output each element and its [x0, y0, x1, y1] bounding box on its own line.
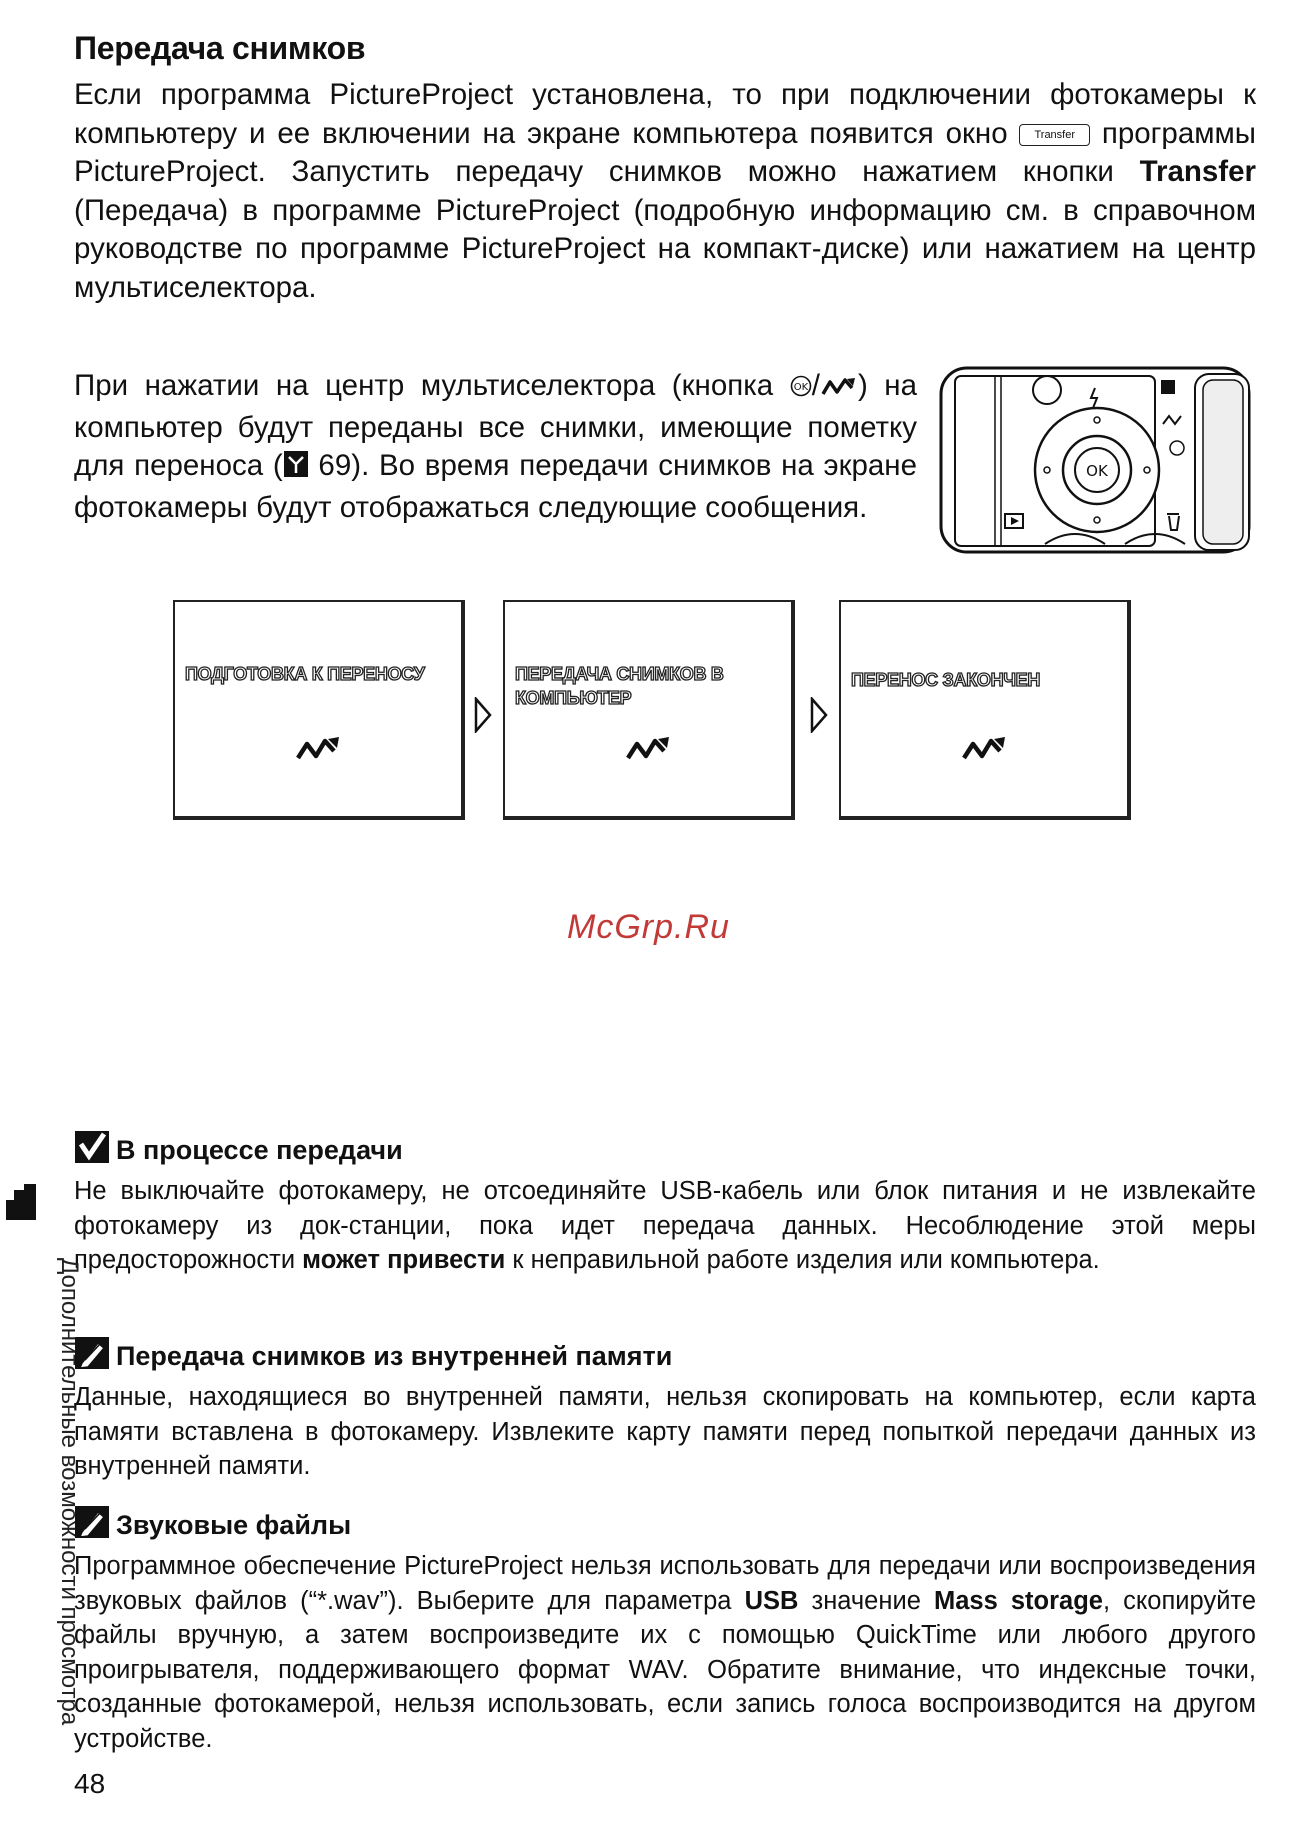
ms-text-3: ). Во время передачи снимков на экране фотокамеры будут отображаться следующие сообщения.	[74, 449, 918, 524]
screen-message: ПОДГОТОВКА К ПЕРЕНОСУ	[185, 664, 425, 684]
note-text-a: Программное обеспечение PictureProject нельзя использовать для передачи или воспроизведения звуковых файлов (“*.wav”). Выберите для параметра	[74, 1552, 1256, 1615]
intro-paragraph	[74, 76, 1256, 308]
reference-icon	[283, 450, 309, 489]
note-text-c: , скопируйте файлы вручную, а затем воспроизведите их с помощью QuickTime или любого другого проигрывателя, поддерживающего формат WAV. Обратите внимание, что индексные точки, созданные фотокамерой, нельзя использовать, если запись голоса воспроизводится на другом устройстве.	[74, 1586, 1257, 1753]
side-section-label: Дополнительные возможности просмотра	[56, 1258, 83, 1726]
transfer-icon	[624, 732, 672, 764]
ok-button-icon	[790, 370, 812, 409]
camera-ok-label: OK	[1086, 462, 1108, 480]
camera-back-illustration	[935, 364, 1255, 561]
screen-message: ПЕРЕНОС ЗАКОНЧЕН	[851, 670, 1041, 690]
checkmark-icon	[74, 1130, 110, 1171]
transfer-icon	[820, 370, 858, 409]
ms-ref-page: 69	[318, 449, 352, 483]
note-bold-usb: USB	[744, 1586, 799, 1615]
note-text-bold: может привести	[302, 1246, 506, 1275]
note-heading-internal-memory	[74, 1336, 672, 1377]
note-text-b: значение	[811, 1586, 921, 1615]
screen-transferring	[503, 600, 795, 820]
multiselector-paragraph: При нажатии на центр мультиселектора (кнопка OK / ) на компьютер будут переданы все снимки, имеющие пометку для переноса ( 69). Во время передачи снимков на экране фотокамеры будут отображаться следующие сообщения.	[74, 369, 918, 524]
section-tab-icon	[2, 1180, 42, 1229]
note-bold-mass-storage: Mass storage	[933, 1586, 1103, 1615]
step-arrow-2	[810, 697, 828, 738]
watermark: McGrp.Ru	[567, 908, 730, 946]
screen-message: ПЕРЕДАЧА СНИМКОВ В КОМПЬЮТЕР	[515, 664, 724, 708]
transfer-icon	[294, 732, 342, 764]
intro-text-3: (Передача) в программе PictureProject (подробную информацию см. в справочном руководстве по программе PictureProject на компакт-диске) или нажатием на центр мультиселектора.	[74, 193, 1256, 304]
screen-complete	[839, 600, 1131, 820]
step-arrow-1	[474, 697, 492, 738]
ms-text-2: ) на компьютер будут переданы все снимки, имеющие пометку для переноса (	[74, 369, 918, 483]
note-title: Звуковые файлы	[116, 1510, 352, 1540]
note-title: Передача снимков из внутренней памяти	[116, 1341, 673, 1371]
svg-text:OK: OK	[793, 382, 808, 393]
note-heading-transfer	[74, 1130, 403, 1171]
page-number: 48	[74, 1768, 106, 1799]
ms-text-1: При нажатии на центр мультиселектора (кнопка	[74, 369, 774, 402]
note-heading-sound-files	[74, 1505, 351, 1546]
transfer-icon	[960, 732, 1008, 764]
transfer-button-image: Transfer	[1019, 124, 1090, 146]
note-body-sound-files	[74, 1549, 1256, 1757]
note-text-a: Не выключайте фотокамеру, не отсоединяйте USB-кабель или блок питания и не извлекайте фотокамеру из док-станции, пока идет передача данных. Несоблюдение этой меры предосторожности	[74, 1177, 1256, 1275]
note-text-b: к неправильной работе изделия или компьютера.	[512, 1246, 1100, 1275]
note-title: В процессе передачи	[116, 1135, 403, 1165]
screen-preparing	[173, 600, 465, 820]
intro-text-1: Если программа PictureProject установлена, то при подключении фотокамеры к компьютеру и ее включении на экране компьютера появится окно	[74, 78, 1256, 150]
note-body-transfer	[74, 1174, 1256, 1278]
note-body-internal-memory: Данные, находящиеся во внутренней памяти, нельзя скопировать на компьютер, если карта памяти вставлена в фотокамеру. Извлеките карту памяти перед попыткой передачи данных из внутренней памяти.	[74, 1383, 1256, 1481]
intro-text-2: программы PictureProject. Запустить передачу снимков можно нажатием кнопки	[74, 116, 1257, 189]
transfer-bold: Transfer	[1139, 155, 1256, 189]
page-title: Передача снимков	[74, 30, 366, 66]
